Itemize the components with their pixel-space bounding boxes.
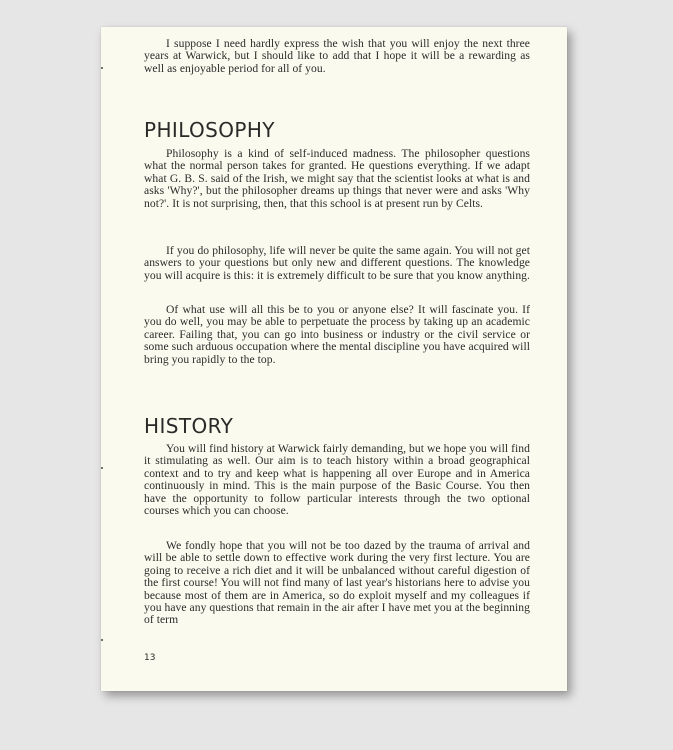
philosophy-paragraph-3: Of what use will all this be to you or anyone else? It will fascinate you. If you do well, you may be able to perpetuate the process by taking up an academic career. Failing that, you can go into business or industry or the civil service or some such arduous occupation where the mental discipline you have acquired will bring you rapidly to the top. [144, 303, 530, 366]
page-number: 13 [144, 653, 156, 663]
history-paragraph-2: We fondly hope that you will not be too dazed by the trauma of arrival and will be able to settle down to effective work during the very first lecture. You are going to receive a rich diet and it will be unbalanced without careful digestion of the first course! You will not find many of last year's historians here to advise you because most of them are in America, so do exploit myself and my colleagues if you have any questions that remain in the air after I have met you at the beginning of term [144, 539, 530, 627]
margin-mark [101, 467, 103, 469]
margin-mark [101, 67, 103, 69]
history-paragraph-1: You will find history at Warwick fairly demanding, but we hope you will find it stimulating as well. Our aim is to teach history within a broad geographical context and to try and keep what is happening all over Europe and in America continuously in mind. This is the main purpose of the Basic Course. You then have the opportunity to follow particular interests through the two optional courses which you can choose. [144, 442, 530, 518]
intro-paragraph: I suppose I need hardly express the wish that you will enjoy the next three years at Warwick, but I should like to add that I hope it will be a rewarding as well as enjoyable period for all of you. [144, 37, 530, 75]
margin-mark [101, 639, 103, 641]
philosophy-paragraph-1: Philosophy is a kind of self-induced madness. The philosopher questions what the normal person takes for granted. He questions everything. If we adapt what G. B. S. said of the Irish, we might say that the scientist looks at what is and asks 'Why?', but the philosopher dreams up things that never were and asks 'Why not?'. It is not surprising, then, that this school is at present run by Celts. [144, 147, 530, 210]
history-heading: HISTORY [144, 414, 234, 438]
philosophy-heading: PHILOSOPHY [144, 118, 275, 142]
philosophy-paragraph-2: If you do philosophy, life will never be quite the same again. You will not get answers to your questions but only new and different questions. The knowledge you will acquire is this: it is extremely difficult to be sure that you know anything. [144, 244, 530, 282]
document-page [101, 27, 567, 691]
